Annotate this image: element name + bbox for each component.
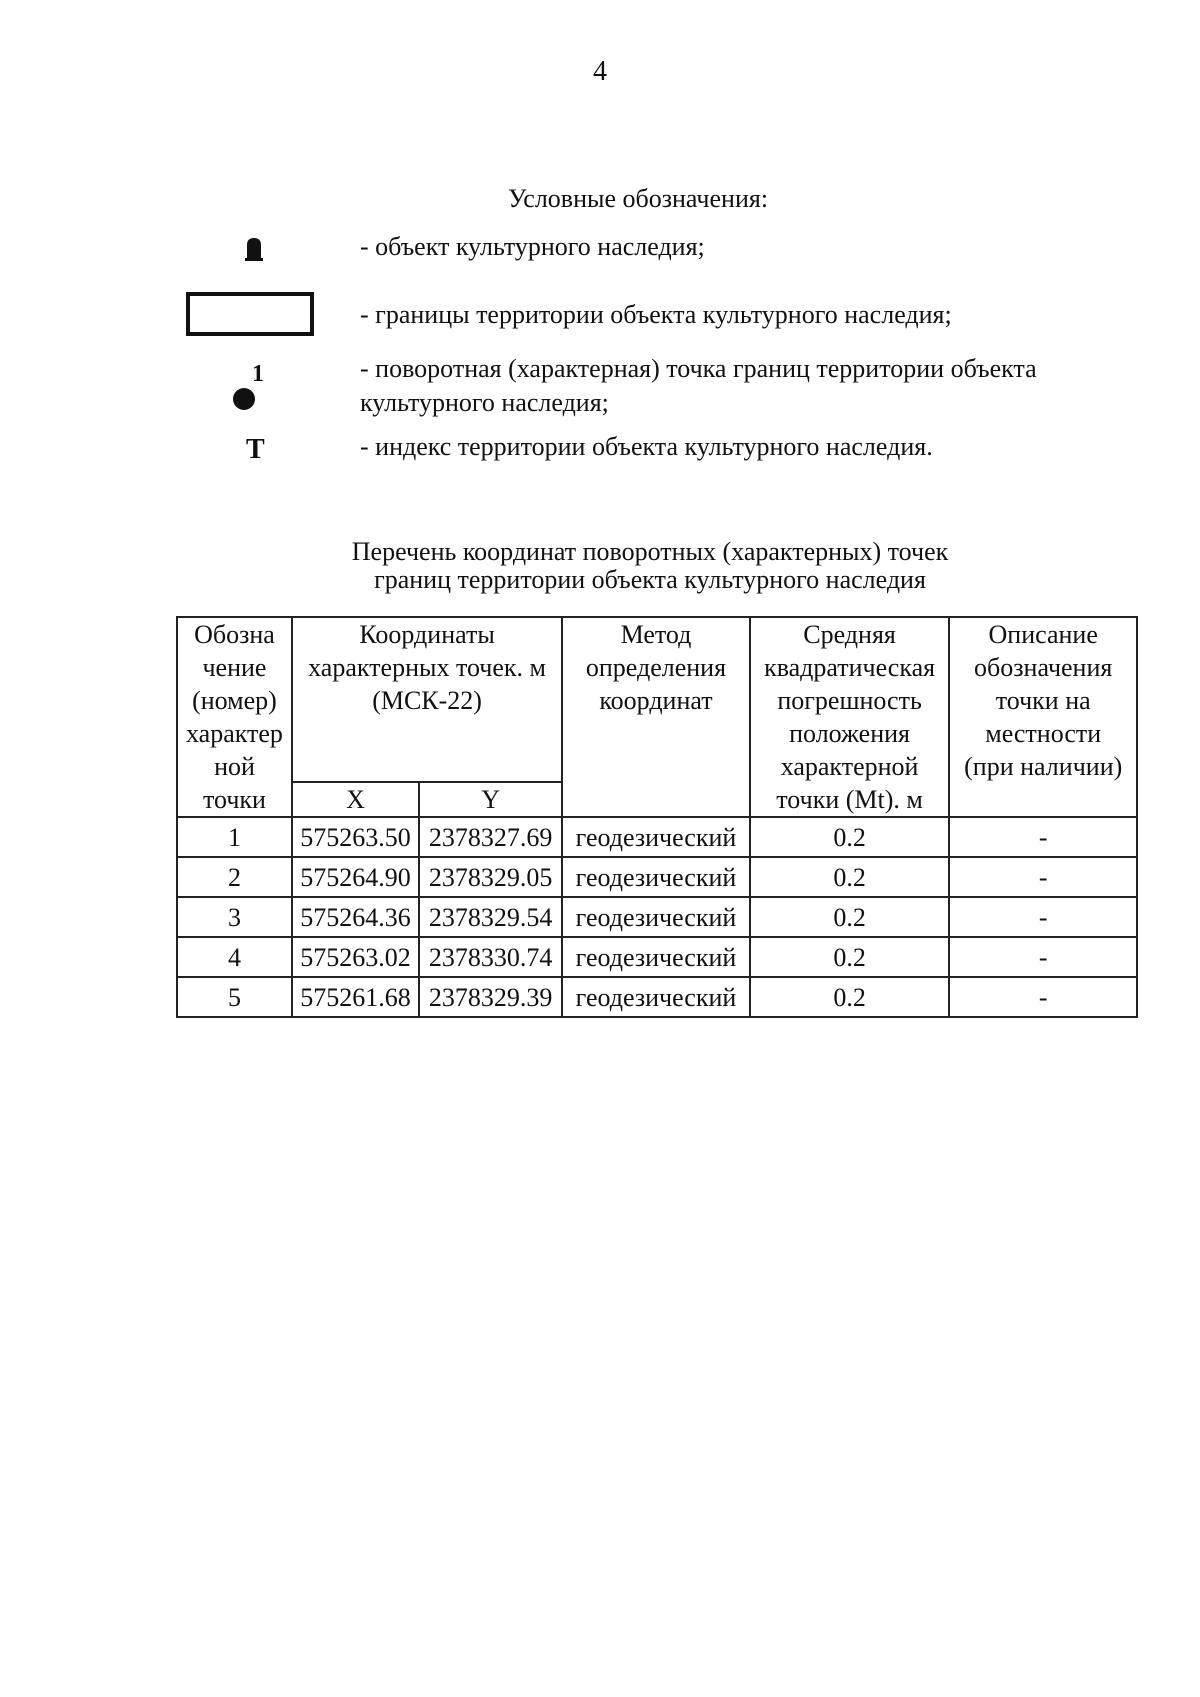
monument-icon: [245, 237, 263, 261]
header-text: местности: [985, 719, 1102, 748]
cell-description: -: [949, 937, 1137, 977]
cell-x: 575263.50: [292, 817, 419, 857]
cell-method: геодезический: [562, 897, 750, 937]
header-error: [750, 617, 950, 817]
header-text: Метод: [620, 620, 692, 649]
table-row: [177, 977, 1137, 1017]
cell-description: -: [949, 977, 1137, 1017]
header-text: квадратическая: [764, 653, 936, 682]
header-text: обозначения: [974, 653, 1113, 682]
header-text: (при наличии): [964, 752, 1123, 781]
legend-item-point-text: [360, 352, 1037, 420]
cell-description: -: [949, 897, 1137, 937]
cell-num: 3: [177, 897, 292, 937]
header-text: определения: [585, 653, 727, 682]
cell-error: 0.2: [750, 817, 950, 857]
header-text: характерных точек. м: [308, 653, 546, 682]
page-number: 4: [593, 56, 607, 87]
cell-error: 0.2: [750, 897, 950, 937]
table-row: [177, 937, 1137, 977]
boundary-rectangle-icon: [186, 292, 314, 336]
table-row: [177, 897, 1137, 937]
legend-item-boundary-text: - границы территории объекта культурного наследия;: [360, 300, 952, 329]
header-text: чение: [202, 653, 267, 682]
cell-y: 2378329.05: [419, 857, 562, 897]
cell-num: 5: [177, 977, 292, 1017]
cell-error: 0.2: [750, 977, 950, 1017]
header-y: Y: [419, 782, 562, 817]
header-text: точки на: [995, 686, 1091, 715]
cell-x: 575263.02: [292, 937, 419, 977]
table-title-line1: Перечень координат поворотных (характерных) точек: [351, 537, 949, 566]
cell-y: 2378329.39: [419, 977, 562, 1017]
header-text: точки (Mt). м: [776, 785, 923, 814]
legend-item-point-text-line2: культурного наследия;: [360, 388, 609, 417]
table-row: [177, 857, 1137, 897]
header-text: (МСК-22): [372, 686, 482, 715]
table-header-row: [177, 617, 1137, 782]
header-text: Координаты: [359, 620, 495, 649]
header-text: погрешность: [777, 686, 922, 715]
header-description: [949, 617, 1137, 817]
header-text: Описание: [988, 620, 1098, 649]
cell-description: -: [949, 817, 1137, 857]
cell-y: 2378330.74: [419, 937, 562, 977]
header-text: характерной: [780, 752, 919, 781]
cell-error: 0.2: [750, 857, 950, 897]
header-text: координат: [599, 686, 713, 715]
cell-method: геодезический: [562, 817, 750, 857]
turning-point-icon: [230, 361, 270, 413]
territory-index-symbol: Т: [246, 434, 265, 465]
cell-x: 575264.36: [292, 897, 419, 937]
cell-method: геодезический: [562, 937, 750, 977]
header-text: точки: [202, 785, 266, 814]
cell-num: 4: [177, 937, 292, 977]
header-text: (номер): [192, 686, 277, 715]
header-point-number: [177, 617, 292, 817]
header-text: Средняя: [803, 620, 896, 649]
header-text: характер: [186, 719, 283, 748]
table-row: [177, 817, 1137, 857]
header-text: положения: [789, 719, 910, 748]
table-title-line2: границ территории объекта культурного наследия: [374, 565, 926, 594]
cell-description: -: [949, 857, 1137, 897]
cell-method: геодезический: [562, 977, 750, 1017]
legend-item-index-text: - индекс территории объекта культурного наследия.: [360, 432, 933, 461]
legend-item-point-text-line1: - поворотная (характерная) точка границ территории объекта: [360, 354, 1037, 383]
coordinates-table: [176, 616, 1138, 1018]
cell-y: 2378329.54: [419, 897, 562, 937]
legend-item-monument-text: - объект культурного наследия;: [360, 232, 705, 261]
header-text: Обозна: [194, 620, 275, 649]
cell-error: 0.2: [750, 937, 950, 977]
cell-num: 2: [177, 857, 292, 897]
header-method: [562, 617, 750, 817]
header-text: ной: [214, 752, 255, 781]
table-title: [0, 538, 1200, 594]
cell-x: 575264.90: [292, 857, 419, 897]
cell-method: геодезический: [562, 857, 750, 897]
header-x: X: [292, 782, 419, 817]
legend-title: Условные обозначения:: [508, 184, 769, 213]
cell-num: 1: [177, 817, 292, 857]
cell-x: 575261.68: [292, 977, 419, 1017]
cell-y: 2378327.69: [419, 817, 562, 857]
header-coordinates: [292, 617, 562, 782]
turning-point-label: 1: [252, 361, 264, 387]
